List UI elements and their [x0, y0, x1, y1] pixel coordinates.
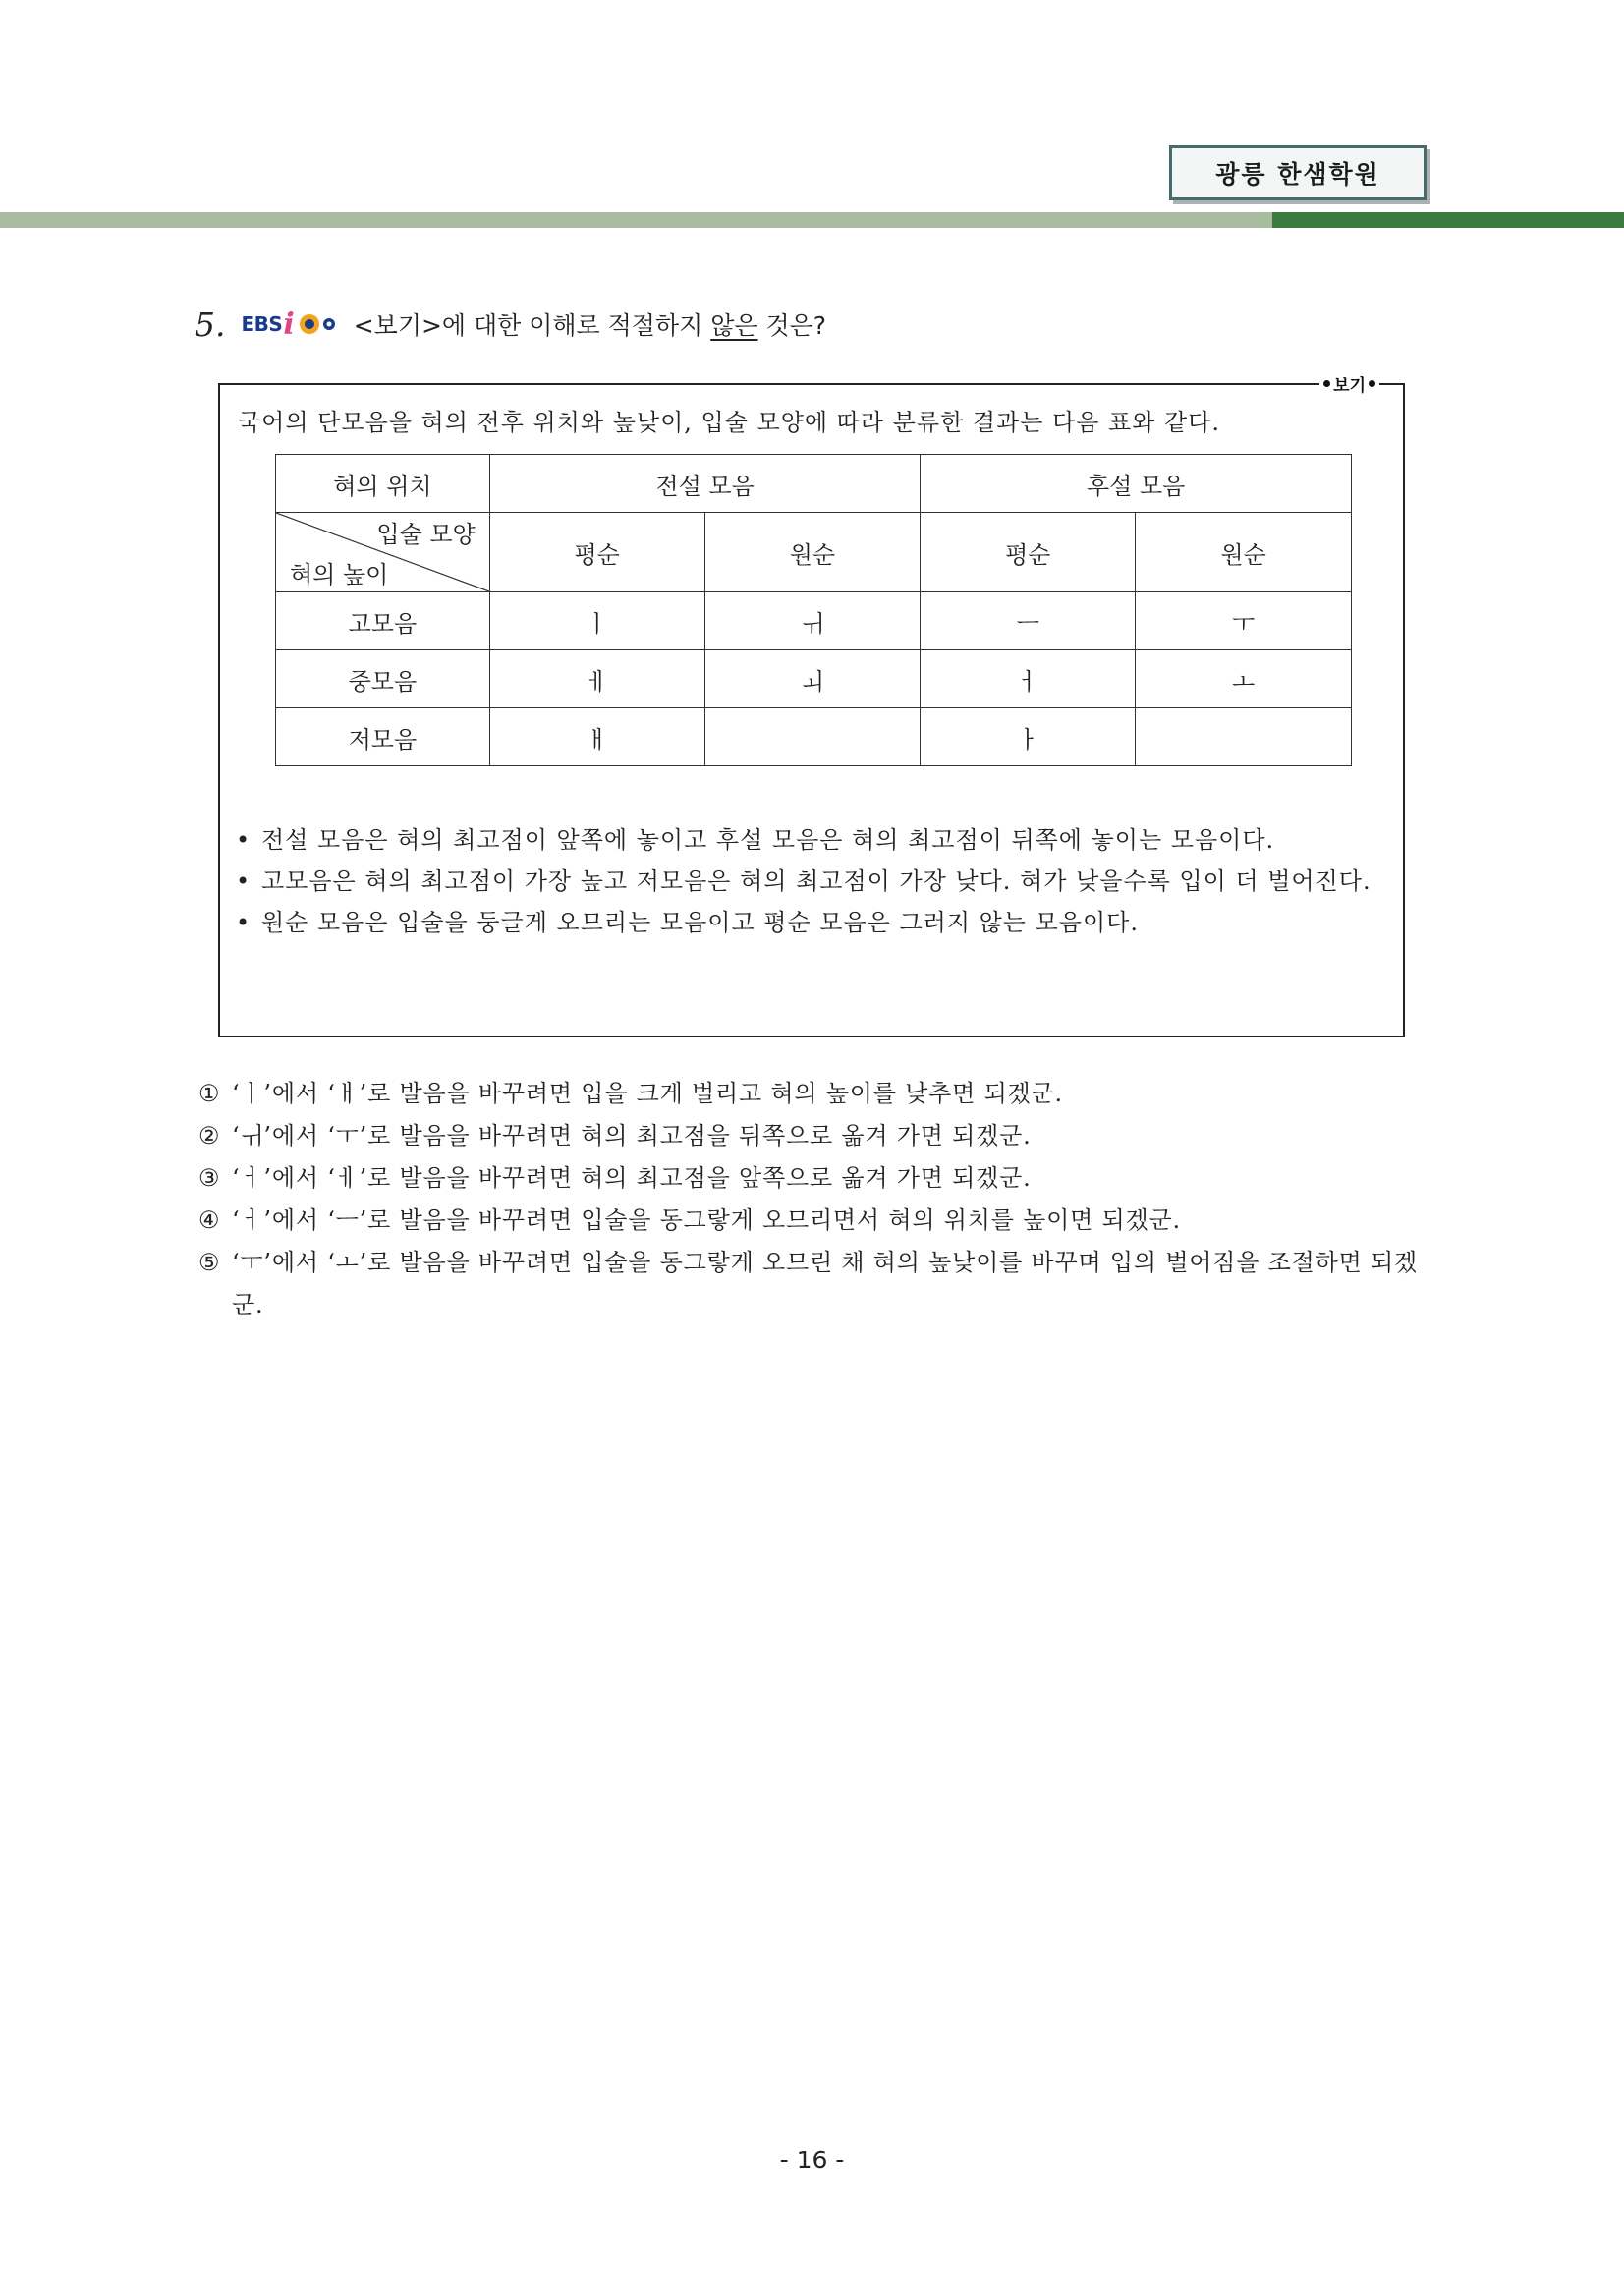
bogi-label: [1319, 371, 1379, 396]
table-cell: ㅟ: [704, 592, 921, 650]
row-label-low: 저모음: [276, 708, 490, 766]
ebs-logo-text: EBS: [241, 312, 283, 336]
choice-number: ①: [198, 1080, 221, 1107]
table-cell: ㅗ: [1136, 650, 1352, 708]
choice-2[interactable]: [198, 1115, 1427, 1157]
row-label-high: 고모음: [276, 592, 490, 650]
bogi-dot-right-icon: [1369, 380, 1375, 387]
note-item: • 전설 모음은 혀의 최고점이 앞쪽에 놓이고 후설 모음은 혀의 최고점이 뒤쪽에 놓이는 모음이다.: [236, 819, 1387, 861]
diagonal-header-cell: [276, 513, 490, 592]
subheader-front-unrounded: 평순: [489, 513, 704, 592]
choice-text: ‘ㅜ’에서 ‘ㅗ’로 발음을 바꾸려면 입술을 동그랗게 오므린 채 혀의 높낮이를 바꾸며 입의 벌어짐을 조절하면 되겠군.: [232, 1249, 1419, 1318]
bogi-dot-left-icon: [1323, 380, 1330, 387]
table-row: [276, 650, 1352, 708]
subheader-front-rounded: 원순: [704, 513, 921, 592]
table-cell: ㅜ: [1136, 592, 1352, 650]
ebs-logo-i: i: [283, 307, 295, 342]
row-label-mid: 중모음: [276, 650, 490, 708]
choice-3[interactable]: [198, 1157, 1427, 1200]
choice-4[interactable]: [198, 1200, 1427, 1242]
question-text-before: <보기>에 대한 이해로 적절하지: [353, 311, 711, 340]
bogi-notes: [236, 819, 1387, 943]
header-bar-dark: [1272, 212, 1624, 228]
bogi-box: [218, 376, 1405, 1037]
lip-shape-label: 입술 모양: [376, 521, 476, 548]
choice-number: ③: [198, 1164, 221, 1192]
bogi-intro: 국어의 단모음을 혀의 전후 위치와 높낮이, 입술 모양에 따라 분류한 결과는 다음 표와 같다.: [238, 409, 1221, 436]
choice-text: ‘ㅓ’에서 ‘ㅔ’로 발음을 바꾸려면 혀의 최고점을 앞쪽으로 옮겨 가면 되겠군.: [232, 1164, 1032, 1192]
table-cell: ㅏ: [921, 708, 1136, 766]
choice-text: ‘ㅟ’에서 ‘ㅜ’로 발음을 바꾸려면 혀의 최고점을 뒤쪽으로 옮겨 가면 되겠군.: [232, 1122, 1032, 1149]
table-row: [276, 708, 1352, 766]
question-number: 5.: [195, 305, 226, 344]
choice-text: ‘ㅣ’에서 ‘ㅐ’로 발음을 바꾸려면 입을 크게 벌리고 혀의 높이를 낮추면 되겠군.: [232, 1080, 1063, 1107]
front-vowel-header: 전설 모음: [489, 455, 921, 513]
choice-1[interactable]: [198, 1073, 1427, 1115]
ebs-logo-circles-icon: [299, 312, 338, 336]
question-text-underlined: 않은: [710, 311, 758, 340]
back-vowel-header: 후설 모음: [921, 455, 1352, 513]
choice-number: ④: [198, 1206, 221, 1234]
table-cell: ㅡ: [921, 592, 1136, 650]
note-item: • 원순 모음은 입술을 둥글게 오므리는 모음이고 평순 모음은 그러지 않는 모음이다.: [236, 902, 1387, 943]
table-header-row: [276, 455, 1352, 513]
table-cell: [704, 708, 921, 766]
question-text: [354, 307, 826, 342]
note-item: • 고모음은 혀의 최고점이 가장 높고 저모음은 혀의 최고점이 가장 낮다. 혀가 낮을수록 입이 더 벌어진다.: [236, 861, 1387, 902]
question-text-after: 것은?: [757, 311, 827, 340]
page-number: - 16 -: [779, 2146, 845, 2174]
choice-number: ⑤: [198, 1249, 221, 1276]
table-cell: ㅔ: [489, 650, 704, 708]
question-line: [195, 303, 826, 346]
choice-number: ②: [198, 1122, 221, 1149]
choice-text: ‘ㅓ’에서 ‘ㅡ’로 발음을 바꾸려면 입술을 동그랗게 오므리면서 혀의 위치를 높이면 되겠군.: [232, 1206, 1181, 1234]
table-cell: ㅐ: [489, 708, 704, 766]
academy-badge: [1169, 145, 1427, 200]
ebs-logo: [242, 308, 338, 342]
academy-name: 광릉 한샘학원: [1215, 160, 1380, 189]
vowel-table: [275, 454, 1352, 766]
bogi-label-text: 보기: [1333, 376, 1366, 396]
header-bar-light: [0, 212, 1272, 228]
table-cell: ㅓ: [921, 650, 1136, 708]
subheader-back-unrounded: 평순: [921, 513, 1136, 592]
subheader-back-rounded: 원순: [1136, 513, 1352, 592]
tongue-position-header: 혀의 위치: [276, 455, 490, 513]
table-subheader-row: [276, 513, 1352, 592]
choice-5[interactable]: [198, 1242, 1427, 1326]
table-row: [276, 592, 1352, 650]
answer-choices: [198, 1073, 1427, 1326]
tongue-height-label: 혀의 높이: [290, 561, 389, 588]
table-cell: ㅚ: [704, 650, 921, 708]
table-cell: ㅣ: [489, 592, 704, 650]
table-cell: [1136, 708, 1352, 766]
